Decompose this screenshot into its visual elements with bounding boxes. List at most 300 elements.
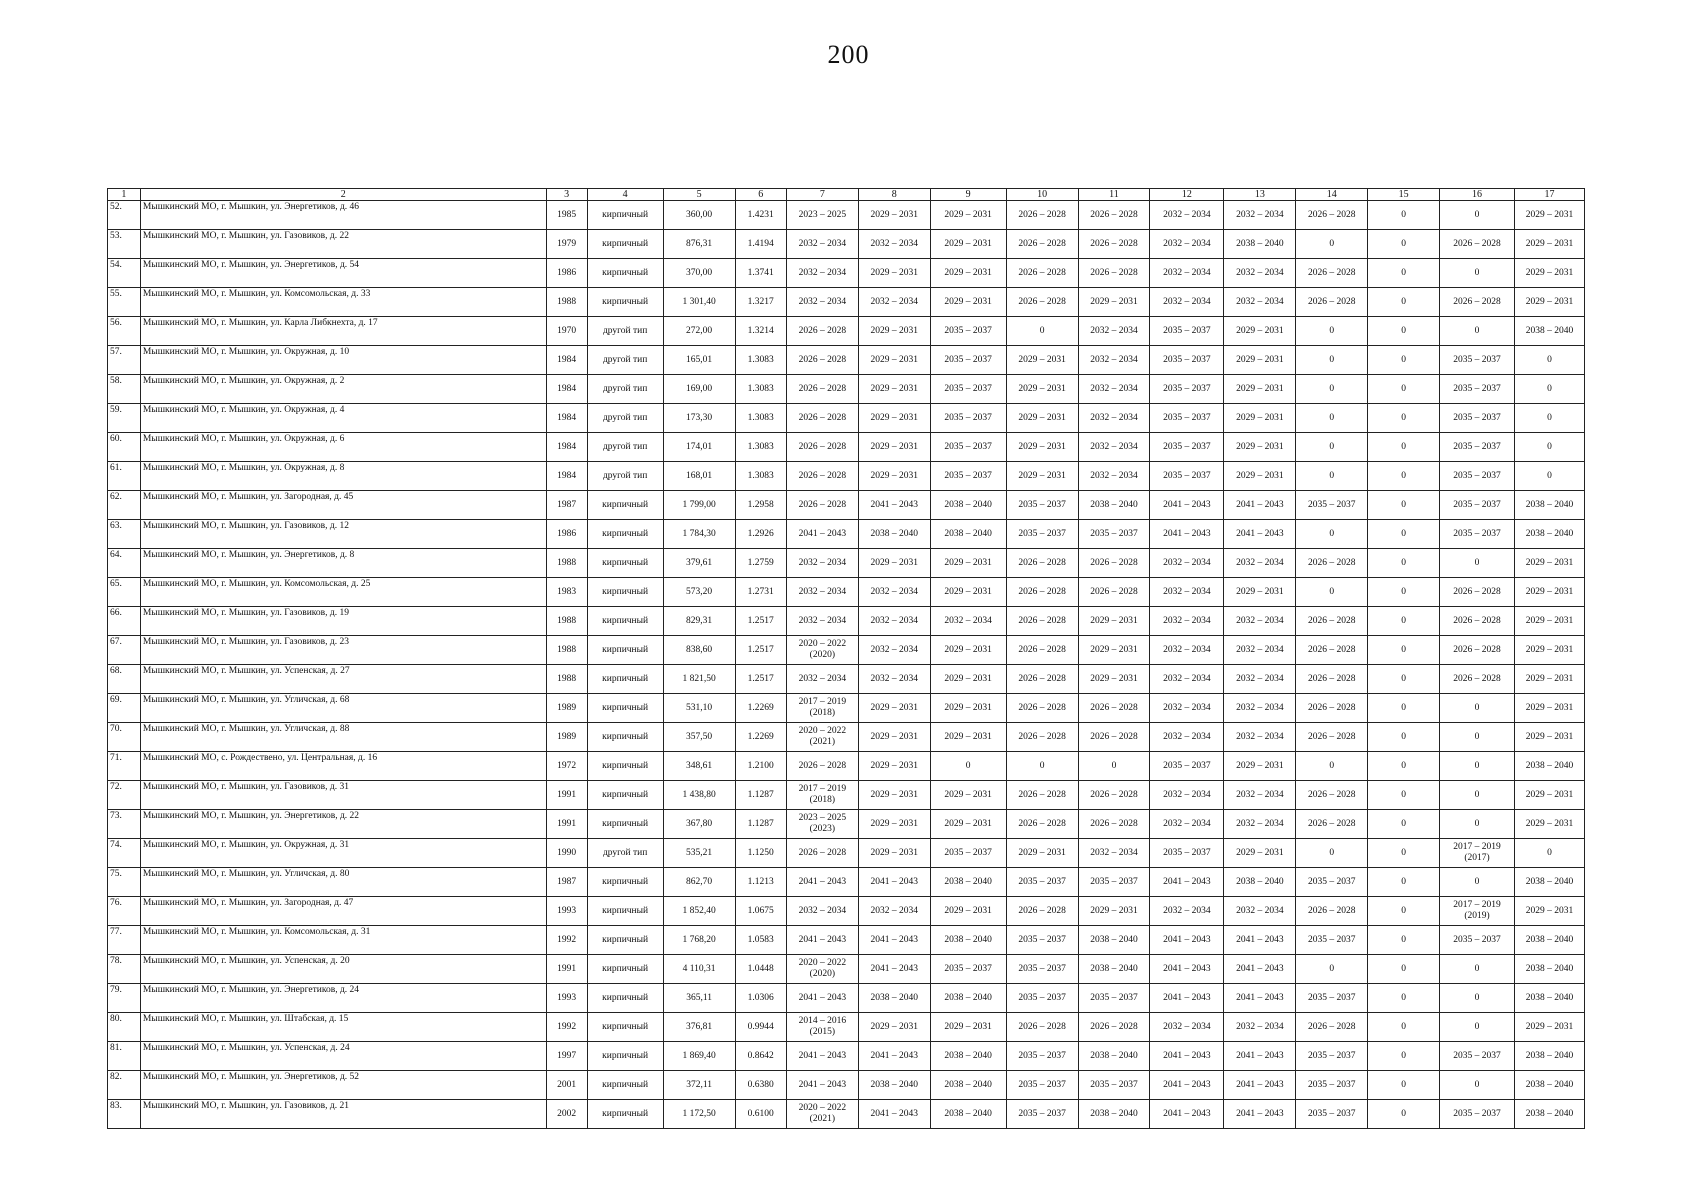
- table-cell: 2038 – 2040: [1078, 926, 1150, 955]
- table-cell: 1.0675: [735, 897, 786, 926]
- table-cell: 2029 – 2031: [930, 723, 1006, 752]
- table-cell: 2041 – 2043: [858, 1042, 930, 1071]
- table-cell: 367,80: [663, 810, 735, 839]
- table-cell: 2026 – 2028: [1006, 607, 1078, 636]
- table-cell: 2035 – 2037: [1150, 752, 1224, 781]
- table-cell: кирпичный: [587, 578, 663, 607]
- table-cell: другой тип: [587, 839, 663, 868]
- table-cell: 2029 – 2031: [1078, 665, 1150, 694]
- table-cell: 2026 – 2028: [1078, 578, 1150, 607]
- table-cell: 2032 – 2034: [1224, 723, 1296, 752]
- table-cell: 2032 – 2034: [1224, 665, 1296, 694]
- table-cell: 2029 – 2031: [1006, 839, 1078, 868]
- table-cell: 2026 – 2028: [1296, 636, 1368, 665]
- table-cell: 2029 – 2031: [1006, 375, 1078, 404]
- table-cell: 0: [1368, 607, 1440, 636]
- table-cell: 2032 – 2034: [1078, 346, 1150, 375]
- table-cell: 2035 – 2037: [1006, 491, 1078, 520]
- table-cell: 2041 – 2043: [1150, 491, 1224, 520]
- table-cell: 2035 – 2037: [930, 433, 1006, 462]
- address-cell: Мышкинский МО, г. Мышкин, ул. Успенская, д. 27: [140, 665, 546, 694]
- table-cell: 2041 – 2043: [1150, 520, 1224, 549]
- table-cell: 2038 – 2040: [930, 1100, 1006, 1129]
- table-cell: 1 799,00: [663, 491, 735, 520]
- table-cell: 2026 – 2028: [1296, 723, 1368, 752]
- address-cell: Мышкинский МО, г. Мышкин, ул. Окружная, д. 10: [140, 346, 546, 375]
- table-cell: 0: [1296, 375, 1368, 404]
- table-cell: 2032 – 2034: [1150, 288, 1224, 317]
- table-cell: 2038 – 2040: [1515, 1100, 1585, 1129]
- row-number-cell: 83.: [108, 1100, 141, 1129]
- table-cell: 2032 – 2034: [1150, 636, 1224, 665]
- table-cell: кирпичный: [587, 984, 663, 1013]
- address-cell: Мышкинский МО, г. Мышкин, ул. Угличская, д. 80: [140, 868, 546, 897]
- row-number-cell: 75.: [108, 868, 141, 897]
- table-cell: 2001: [546, 1071, 587, 1100]
- address-cell: Мышкинский МО, г. Мышкин, ул. Газовиков, д. 23: [140, 636, 546, 665]
- column-header: 6: [735, 189, 786, 201]
- table-cell: 2029 – 2031: [930, 230, 1006, 259]
- table-row: [108, 1013, 1585, 1042]
- address-cell: Мышкинский МО, г. Мышкин, ул. Загородная, д. 47: [140, 897, 546, 926]
- row-number-cell: 60.: [108, 433, 141, 462]
- table-row: [108, 926, 1585, 955]
- table-cell: 2026 – 2028: [786, 404, 858, 433]
- column-header: 8: [858, 189, 930, 201]
- table-cell: 2029 – 2031: [1515, 288, 1585, 317]
- table-cell: 2035 – 2037: [1440, 462, 1515, 491]
- address-cell: Мышкинский МО, с. Рождествено, ул. Центральная, д. 16: [140, 752, 546, 781]
- table-cell: 2032 – 2034: [1224, 636, 1296, 665]
- address-cell: Мышкинский МО, г. Мышкин, ул. Энергетиков, д. 8: [140, 549, 546, 578]
- table-cell: 531,10: [663, 694, 735, 723]
- table-cell: 2026 – 2028: [1006, 897, 1078, 926]
- table-cell: 2038 – 2040: [1515, 1071, 1585, 1100]
- table-cell: 2035 – 2037: [1440, 433, 1515, 462]
- column-header: 14: [1296, 189, 1368, 201]
- table-cell: 2032 – 2034: [1150, 1013, 1224, 1042]
- table-cell: 0: [1368, 433, 1440, 462]
- table-cell: 2038 – 2040: [930, 1042, 1006, 1071]
- table-cell: 2020 – 2022 (2021): [786, 723, 858, 752]
- table-cell: 2035 – 2037: [1150, 317, 1224, 346]
- table-cell: 2035 – 2037: [1078, 520, 1150, 549]
- table-cell: 2017 – 2019 (2017): [1440, 839, 1515, 868]
- table-cell: 1990: [546, 839, 587, 868]
- table-cell: 2029 – 2031: [858, 375, 930, 404]
- row-number-cell: 71.: [108, 752, 141, 781]
- table-cell: 2035 – 2037: [1150, 346, 1224, 375]
- table-cell: 2026 – 2028: [1296, 259, 1368, 288]
- table-cell: 2035 – 2037: [1078, 1071, 1150, 1100]
- table-cell: 2032 – 2034: [786, 288, 858, 317]
- table-cell: 2029 – 2031: [858, 752, 930, 781]
- table-cell: 2029 – 2031: [858, 694, 930, 723]
- table-cell: 2041 – 2043: [1224, 984, 1296, 1013]
- table-cell: 2035 – 2037: [1006, 1071, 1078, 1100]
- table-cell: 372,11: [663, 1071, 735, 1100]
- table-cell: 2035 – 2037: [1440, 1100, 1515, 1129]
- table-cell: 2029 – 2031: [1224, 752, 1296, 781]
- table-cell: 2032 – 2034: [1224, 897, 1296, 926]
- table-cell: 1986: [546, 520, 587, 549]
- table-cell: 2026 – 2028: [1440, 288, 1515, 317]
- table-cell: 2035 – 2037: [930, 955, 1006, 984]
- column-header: 1: [108, 189, 141, 201]
- table-cell: 1.2517: [735, 636, 786, 665]
- address-cell: Мышкинский МО, г. Мышкин, ул. Загородная, д. 45: [140, 491, 546, 520]
- table-cell: 2029 – 2031: [930, 665, 1006, 694]
- table-cell: 1.0583: [735, 926, 786, 955]
- table-cell: 0: [1440, 259, 1515, 288]
- table-cell: 2026 – 2028: [1440, 665, 1515, 694]
- table-cell: 0: [1440, 723, 1515, 752]
- table-cell: кирпичный: [587, 955, 663, 984]
- table-cell: 2038 – 2040: [1078, 491, 1150, 520]
- table-cell: кирпичный: [587, 520, 663, 549]
- table-cell: 0: [1368, 288, 1440, 317]
- table-cell: 2035 – 2037: [1296, 868, 1368, 897]
- row-number-cell: 58.: [108, 375, 141, 404]
- table-cell: 1 438,80: [663, 781, 735, 810]
- table-cell: 2038 – 2040: [930, 926, 1006, 955]
- table-cell: 829,31: [663, 607, 735, 636]
- table-cell: 2035 – 2037: [1440, 404, 1515, 433]
- table-cell: кирпичный: [587, 810, 663, 839]
- table-cell: 2032 – 2034: [1224, 694, 1296, 723]
- table-cell: 2035 – 2037: [930, 375, 1006, 404]
- table-cell: 1997: [546, 1042, 587, 1071]
- table-cell: 1979: [546, 230, 587, 259]
- table-cell: 1984: [546, 433, 587, 462]
- row-number-cell: 72.: [108, 781, 141, 810]
- table-cell: 2029 – 2031: [1515, 897, 1585, 926]
- row-number-cell: 52.: [108, 201, 141, 230]
- row-number-cell: 79.: [108, 984, 141, 1013]
- table-cell: 2032 – 2034: [1150, 607, 1224, 636]
- table-cell: 862,70: [663, 868, 735, 897]
- table-cell: кирпичный: [587, 491, 663, 520]
- table-cell: 2032 – 2034: [786, 897, 858, 926]
- table-cell: 2032 – 2034: [786, 578, 858, 607]
- table-row: [108, 955, 1585, 984]
- address-cell: Мышкинский МО, г. Мышкин, ул. Угличская, д. 88: [140, 723, 546, 752]
- table-cell: 2026 – 2028: [1006, 201, 1078, 230]
- table-cell: кирпичный: [587, 259, 663, 288]
- table-cell: 2032 – 2034: [1078, 375, 1150, 404]
- table-cell: 2026 – 2028: [786, 317, 858, 346]
- table-cell: 2038 – 2040: [1515, 1042, 1585, 1071]
- table-cell: 2029 – 2031: [1515, 549, 1585, 578]
- table-cell: другой тип: [587, 404, 663, 433]
- table-cell: 1.1250: [735, 839, 786, 868]
- table-cell: 2041 – 2043: [1224, 1042, 1296, 1071]
- table-cell: кирпичный: [587, 1071, 663, 1100]
- table-cell: 2038 – 2040: [930, 868, 1006, 897]
- table-cell: 2041 – 2043: [1150, 1042, 1224, 1071]
- table-cell: 1 821,50: [663, 665, 735, 694]
- table-cell: 0: [1368, 810, 1440, 839]
- table-cell: 1984: [546, 462, 587, 491]
- table-cell: 2029 – 2031: [1224, 433, 1296, 462]
- table-cell: 1984: [546, 404, 587, 433]
- table-cell: 2035 – 2037: [1150, 462, 1224, 491]
- table-cell: 0: [1440, 810, 1515, 839]
- table-cell: 0: [1368, 839, 1440, 868]
- table-cell: 165,01: [663, 346, 735, 375]
- column-header: 7: [786, 189, 858, 201]
- table-cell: 2032 – 2034: [1224, 549, 1296, 578]
- table-cell: 2032 – 2034: [1150, 549, 1224, 578]
- table-cell: 838,60: [663, 636, 735, 665]
- table-cell: 173,30: [663, 404, 735, 433]
- table-cell: 2029 – 2031: [930, 578, 1006, 607]
- table-cell: 0: [1368, 346, 1440, 375]
- column-header: 9: [930, 189, 1006, 201]
- column-header: 11: [1078, 189, 1150, 201]
- table-cell: 2038 – 2040: [1515, 955, 1585, 984]
- table-cell: 0: [1515, 462, 1585, 491]
- row-number-cell: 82.: [108, 1071, 141, 1100]
- table-cell: 0: [1296, 230, 1368, 259]
- table-cell: 876,31: [663, 230, 735, 259]
- table-row: [108, 1042, 1585, 1071]
- table-cell: 2026 – 2028: [786, 433, 858, 462]
- table-cell: 2032 – 2034: [1078, 317, 1150, 346]
- table-cell: 2041 – 2043: [858, 868, 930, 897]
- address-cell: Мышкинский МО, г. Мышкин, ул. Успенская, д. 24: [140, 1042, 546, 1071]
- table-cell: 2029 – 2031: [1078, 288, 1150, 317]
- table-cell: 0: [1368, 781, 1440, 810]
- table-cell: 2035 – 2037: [1150, 839, 1224, 868]
- table-cell: 2032 – 2034: [1150, 578, 1224, 607]
- table-cell: 379,61: [663, 549, 735, 578]
- table-cell: 4 110,31: [663, 955, 735, 984]
- table-cell: 2041 – 2043: [786, 520, 858, 549]
- table-cell: 2029 – 2031: [930, 201, 1006, 230]
- table-cell: 2041 – 2043: [786, 1042, 858, 1071]
- table-cell: 2035 – 2037: [1006, 926, 1078, 955]
- table-cell: 2041 – 2043: [858, 926, 930, 955]
- table-cell: 2026 – 2028: [1078, 694, 1150, 723]
- table-cell: 2029 – 2031: [1515, 694, 1585, 723]
- table-cell: 0: [1368, 491, 1440, 520]
- row-number-cell: 64.: [108, 549, 141, 578]
- table-cell: 0: [1440, 1013, 1515, 1042]
- table-cell: 2038 – 2040: [930, 520, 1006, 549]
- table-cell: 1 784,30: [663, 520, 735, 549]
- table-cell: 0.9944: [735, 1013, 786, 1042]
- table-cell: 0: [1296, 404, 1368, 433]
- table-cell: 2032 – 2034: [858, 665, 930, 694]
- table-cell: 2026 – 2028: [1440, 230, 1515, 259]
- table-cell: 0: [1440, 317, 1515, 346]
- table-cell: 2032 – 2034: [786, 230, 858, 259]
- address-cell: Мышкинский МО, г. Мышкин, ул. Энергетиков, д. 22: [140, 810, 546, 839]
- table-cell: 2032 – 2034: [1150, 723, 1224, 752]
- table-cell: 2029 – 2031: [930, 781, 1006, 810]
- table-cell: 2032 – 2034: [1224, 201, 1296, 230]
- row-number-cell: 61.: [108, 462, 141, 491]
- table-cell: 1992: [546, 926, 587, 955]
- table-cell: кирпичный: [587, 781, 663, 810]
- table-cell: 357,50: [663, 723, 735, 752]
- table-row: [108, 868, 1585, 897]
- address-cell: Мышкинский МО, г. Мышкин, ул. Энергетиков, д. 24: [140, 984, 546, 1013]
- table-cell: 2041 – 2043: [786, 1071, 858, 1100]
- table-cell: 1993: [546, 984, 587, 1013]
- address-cell: Мышкинский МО, г. Мышкин, ул. Комсомольская, д. 31: [140, 926, 546, 955]
- table-cell: 2035 – 2037: [1440, 926, 1515, 955]
- table-cell: 2032 – 2034: [930, 607, 1006, 636]
- address-cell: Мышкинский МО, г. Мышкин, ул. Угличская, д. 68: [140, 694, 546, 723]
- table-cell: 0: [1440, 1071, 1515, 1100]
- table-cell: 0: [1515, 375, 1585, 404]
- table-cell: 0: [1006, 752, 1078, 781]
- column-header: 10: [1006, 189, 1078, 201]
- table-cell: 2029 – 2031: [1515, 665, 1585, 694]
- table-cell: 2026 – 2028: [1078, 723, 1150, 752]
- table-cell: 0: [1440, 868, 1515, 897]
- table-body: [108, 201, 1585, 1129]
- table-cell: 1991: [546, 810, 587, 839]
- table-cell: 2020 – 2022 (2020): [786, 636, 858, 665]
- table-cell: 1.3083: [735, 346, 786, 375]
- table-cell: 1984: [546, 346, 587, 375]
- table-cell: 2041 – 2043: [1224, 1100, 1296, 1129]
- table-row: [108, 462, 1585, 491]
- table-cell: 2041 – 2043: [1224, 520, 1296, 549]
- table-cell: другой тип: [587, 346, 663, 375]
- row-number-cell: 77.: [108, 926, 141, 955]
- table-cell: 2032 – 2034: [858, 578, 930, 607]
- table-cell: 2035 – 2037: [1078, 984, 1150, 1013]
- table-cell: 1.4231: [735, 201, 786, 230]
- table-cell: другой тип: [587, 462, 663, 491]
- table-cell: 2038 – 2040: [1224, 230, 1296, 259]
- table-cell: 0: [1368, 868, 1440, 897]
- address-cell: Мышкинский МО, г. Мышкин, ул. Энергетиков, д. 52: [140, 1071, 546, 1100]
- table-cell: 2038 – 2040: [858, 984, 930, 1013]
- table-cell: 0: [1515, 839, 1585, 868]
- column-header: 13: [1224, 189, 1296, 201]
- table-cell: 2026 – 2028: [1006, 694, 1078, 723]
- table-cell: 2026 – 2028: [1006, 810, 1078, 839]
- table-cell: 2038 – 2040: [1515, 752, 1585, 781]
- table-cell: 2035 – 2037: [1078, 868, 1150, 897]
- table-cell: 2038 – 2040: [930, 984, 1006, 1013]
- table-cell: 0: [1368, 955, 1440, 984]
- table-cell: кирпичный: [587, 288, 663, 317]
- table-cell: 2026 – 2028: [1006, 781, 1078, 810]
- table-cell: 0: [1368, 665, 1440, 694]
- table-cell: 2029 – 2031: [858, 1013, 930, 1042]
- table-cell: 0: [1296, 839, 1368, 868]
- table-cell: 0: [1368, 984, 1440, 1013]
- table-cell: 1.3217: [735, 288, 786, 317]
- table-cell: 2026 – 2028: [1078, 810, 1150, 839]
- table-cell: 2029 – 2031: [1006, 462, 1078, 491]
- address-cell: Мышкинский МО, г. Мышкин, ул. Комсомольская, д. 25: [140, 578, 546, 607]
- table-cell: 1988: [546, 288, 587, 317]
- table-cell: 272,00: [663, 317, 735, 346]
- table-cell: 2032 – 2034: [1150, 781, 1224, 810]
- table-cell: 2026 – 2028: [1440, 636, 1515, 665]
- row-number-cell: 59.: [108, 404, 141, 433]
- table-cell: 2032 – 2034: [858, 897, 930, 926]
- table-cell: 2038 – 2040: [930, 1071, 1006, 1100]
- table-cell: 2035 – 2037: [1150, 375, 1224, 404]
- table-cell: 2029 – 2031: [858, 549, 930, 578]
- table-cell: 2032 – 2034: [1150, 201, 1224, 230]
- table-cell: 2038 – 2040: [1515, 520, 1585, 549]
- row-number-cell: 57.: [108, 346, 141, 375]
- table-cell: 1989: [546, 723, 587, 752]
- table-cell: 2029 – 2031: [858, 781, 930, 810]
- table-cell: 2026 – 2028: [1006, 578, 1078, 607]
- table-row: [108, 810, 1585, 839]
- row-number-cell: 56.: [108, 317, 141, 346]
- table-cell: 0.6100: [735, 1100, 786, 1129]
- table-cell: 0: [1368, 694, 1440, 723]
- table-cell: 2029 – 2031: [1515, 1013, 1585, 1042]
- column-header: 16: [1440, 189, 1515, 201]
- table-cell: 1.3083: [735, 404, 786, 433]
- table-cell: 1.1287: [735, 810, 786, 839]
- table-cell: 1988: [546, 636, 587, 665]
- table-cell: 0: [1368, 1042, 1440, 1071]
- table-cell: 0: [1368, 520, 1440, 549]
- table-cell: 2026 – 2028: [1006, 230, 1078, 259]
- table-row: [108, 491, 1585, 520]
- table-cell: 2029 – 2031: [1515, 810, 1585, 839]
- table-cell: 2035 – 2037: [1296, 1100, 1368, 1129]
- table-cell: 2026 – 2028: [1296, 201, 1368, 230]
- table-row: [108, 578, 1585, 607]
- table-cell: 2038 – 2040: [858, 1071, 930, 1100]
- row-number-cell: 73.: [108, 810, 141, 839]
- table-cell: 2032 – 2034: [1150, 665, 1224, 694]
- table-cell: 2026 – 2028: [1296, 810, 1368, 839]
- table-row: [108, 288, 1585, 317]
- table-cell: 0: [1515, 404, 1585, 433]
- table-cell: 2032 – 2034: [1224, 1013, 1296, 1042]
- table-cell: 1986: [546, 259, 587, 288]
- table-cell: 2041 – 2043: [1150, 1100, 1224, 1129]
- table-cell: 2029 – 2031: [1224, 839, 1296, 868]
- table-row: [108, 404, 1585, 433]
- table-cell: 1.3083: [735, 375, 786, 404]
- table-cell: 1991: [546, 955, 587, 984]
- table-cell: 2026 – 2028: [1078, 549, 1150, 578]
- table-cell: 2023 – 2025 (2023): [786, 810, 858, 839]
- table-cell: 2029 – 2031: [1515, 578, 1585, 607]
- table-cell: 1.0448: [735, 955, 786, 984]
- table-cell: 2020 – 2022 (2020): [786, 955, 858, 984]
- table-cell: 2029 – 2031: [1224, 346, 1296, 375]
- table-cell: кирпичный: [587, 752, 663, 781]
- table-cell: кирпичный: [587, 665, 663, 694]
- table-row: [108, 752, 1585, 781]
- table-cell: 2032 – 2034: [1224, 607, 1296, 636]
- table-cell: 0: [1368, 230, 1440, 259]
- table-cell: кирпичный: [587, 201, 663, 230]
- table-cell: 2032 – 2034: [1078, 839, 1150, 868]
- table-cell: 2026 – 2028: [786, 375, 858, 404]
- table-cell: 0: [1440, 694, 1515, 723]
- table-cell: 2017 – 2019 (2018): [786, 694, 858, 723]
- table-row: [108, 1071, 1585, 1100]
